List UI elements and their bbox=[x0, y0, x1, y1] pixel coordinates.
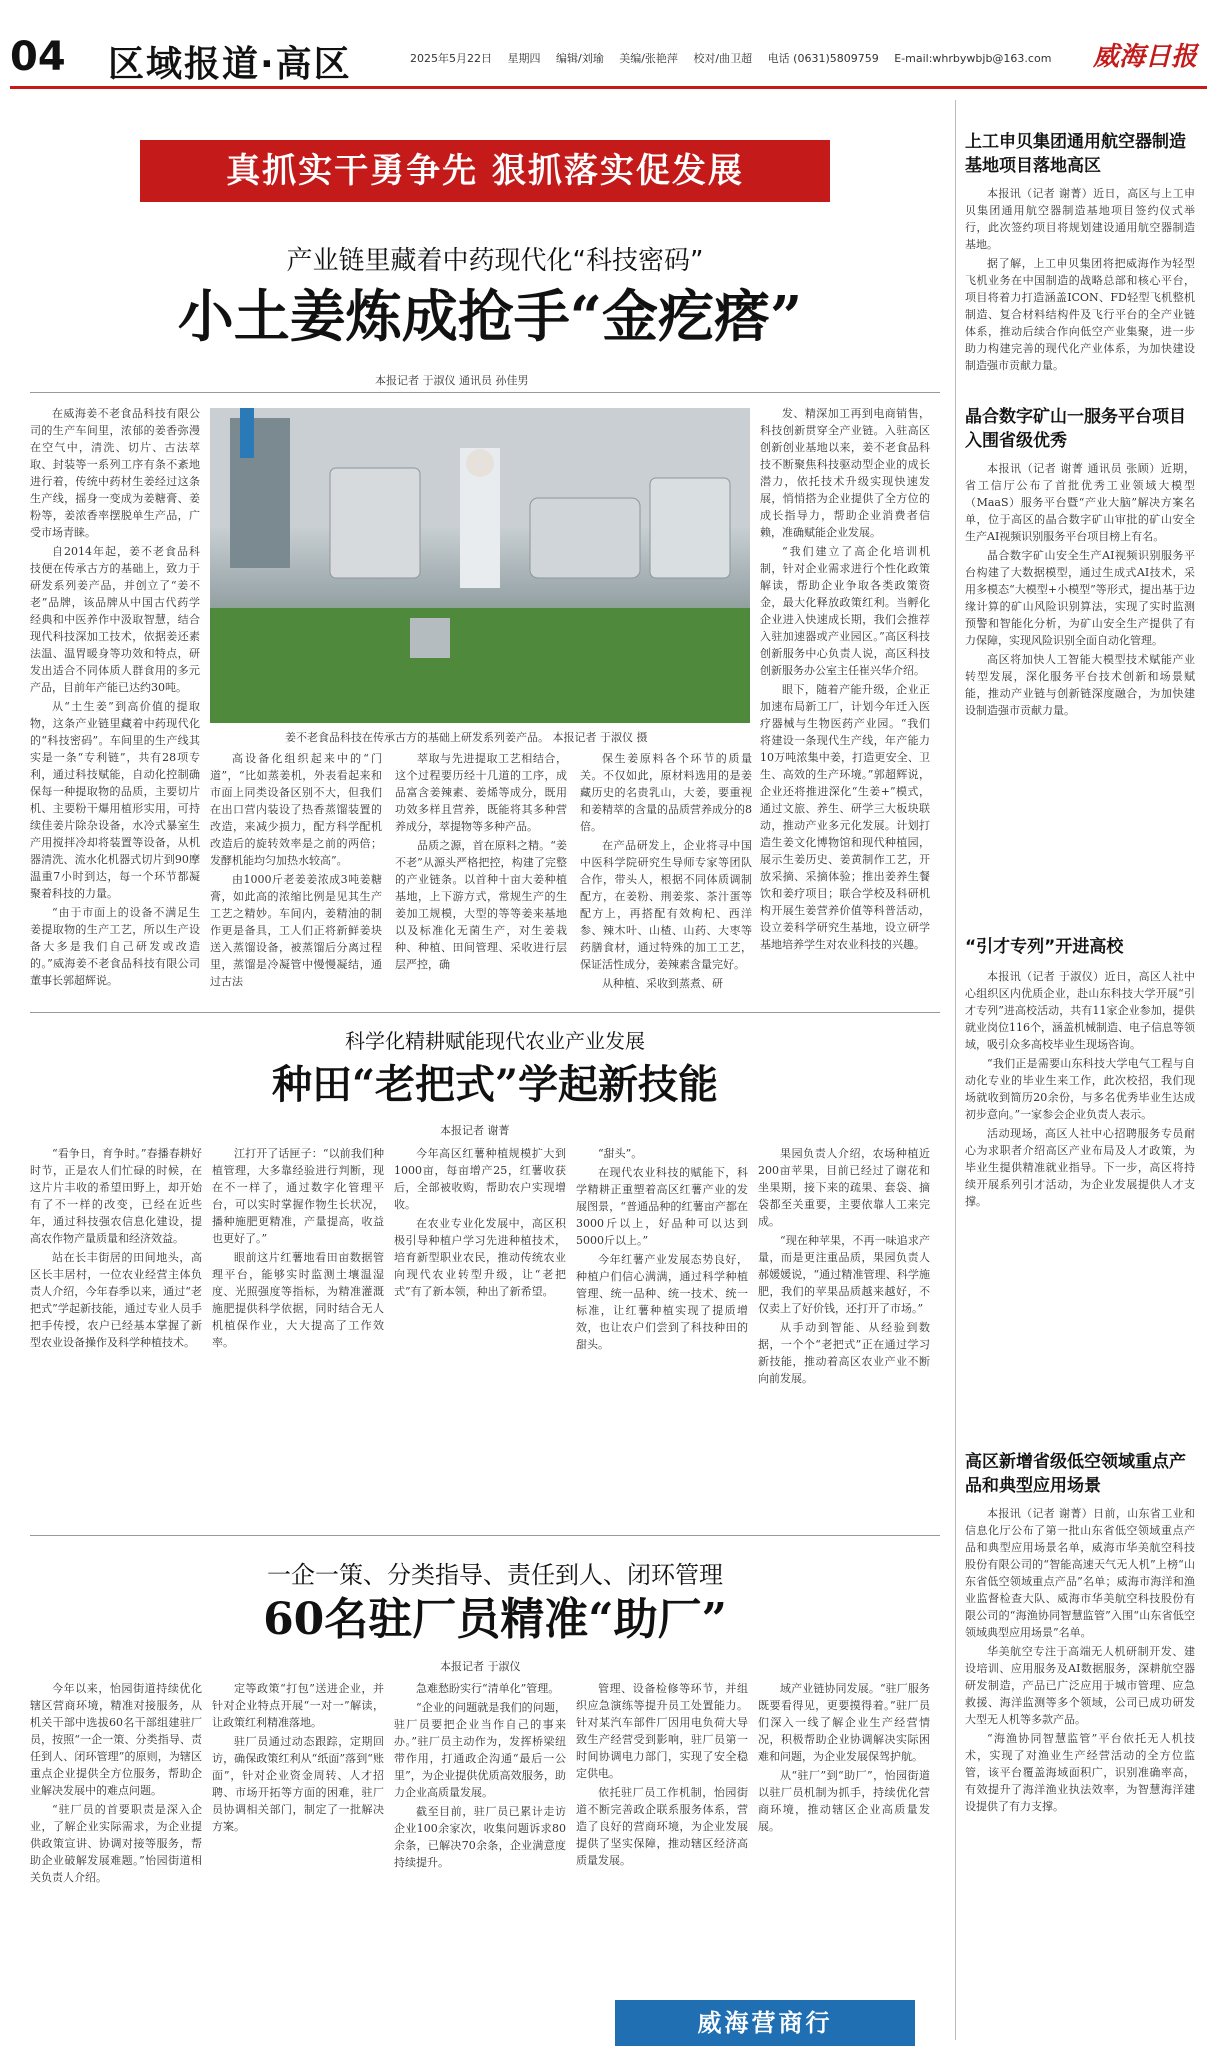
article2-kicker: 科学化精耕赋能现代农业产业发展 bbox=[345, 1029, 645, 1053]
header-info bbox=[410, 50, 1063, 66]
article3-kicker: 一企一策、分类指导、责任到人、闭环管理 bbox=[267, 1561, 723, 1589]
divider bbox=[30, 1012, 940, 1013]
article3-title: 60名驻厂员精准“助厂” bbox=[263, 1594, 727, 1645]
sidebar-item2-title: 晶合数字矿山一服务平台项目入围省级优秀 bbox=[965, 407, 1186, 451]
article1-col-right: 发、精深加工再到电商销售，科技创新贯穿全产业链。入驻高区创新创业基地以来，姜不老食品科技不断聚焦科技驱动型企业的成长潜力，依托技术升级实现快速发展，悄悄搭为企业提供了全方位的成长指导力，帮助企业消费者信赖，准确赋能企业发展。 “我们建立了高企化培训机制，针对企业需求进行个性化政策解读，帮助企业争取各类政策资金，最大化释放政策红利。当孵化企业进入快速成长期，我们会推荐入驻加速器或产业园区。”高区科技创新服务中心负责人说，高区科技创新服务办公室主任崔兴华介绍。 眼下，随着产能升级，企业正加速布局新工厂，计划今年迁入医疗器械与生物医药产业园。“我们将建设一条现代生产线，年产能力10万吨浓集中姜，打造更安全、卫生、高效的生产环境。”郭超辉说，企业还将推进深化“生姜+”模式，通过文旅、养生、研学三大板块联动，推动产业多元化发展。计划打造生姜文化博物馆和现代种植园，展示生姜历史、姜黄制作工艺，开放采摘、采摘体验；推出姜养生餐饮和姜疗项目；联合学校及科研机构开展生姜营养价值等科普活动，设立姜科学研究生基地，设立研学基地培养学生对农业科技的兴趣。 bbox=[760, 407, 930, 951]
sidebar-item1-title: 上工申贝集团通用航空器制造基地项目落地高区 bbox=[965, 132, 1186, 176]
article3-col4: 管理、设备检修等环节，并组织应急演练等提升员工处置能力。针对某汽车部件厂因用电负荷大导致生产经营受到影响，驻厂员第一时间协调电力部门，实现了安全稳定供电。 依托驻厂员工作机制，怡园街道不断完善政企联系服务体系，营造了良好的营商环境，为企业发展提供了坚实保障，推动辖区经济高质量发展。 bbox=[576, 1682, 748, 1867]
page-number: 04 bbox=[10, 34, 66, 80]
article1-col-b2: 萃取与先进提取工艺相结合，这个过程要历经十几道的工序，成品富含姜辣素、姜烯等成分，既用功效多样且营养，既能将其多种营养成分，萃提物等多种产品。 品质之源，首在原料之精。“姜不老”从源头严格把控，构建了完整的产业链条。以首种十亩大姜种植基地，上下游方式，常规生产的生姜加工规模，大型的等等姜来基地以及标准化无菌生产，对生姜栽种、种植、田间管理、采收进行层层严控，确 bbox=[395, 752, 567, 971]
weekday: 星期四 bbox=[507, 52, 541, 65]
header-rule bbox=[10, 86, 1207, 89]
article3-col3: 急难愁盼实行“清单化”管理。 “企业的问题就是我们的问题，驻厂员要把企业当作自己的事来办。”驻厂员主动作为，发挥桥梁纽带作用，打通政企沟通“最后一公里”，为企业提供优质高效服务，助力企业高质量发展。 截至目前，驻厂员已累计走访企业100余家次，收集问题诉求80余条，已解决70余条，企业满意度持续提升。 bbox=[394, 1682, 566, 1869]
divider bbox=[30, 1535, 940, 1536]
sidebar-item4-title: 高区新增省级低空领域重点产品和典型应用场景 bbox=[965, 1452, 1186, 1496]
article3-col5: 域产业链协同发展。“驻厂服务既要看得见，更要摸得着。”驻厂员们深入一线了解企业生产经营情况，积极帮助企业协调解决实际困难和问题，为企业发展保驾护航。 从“驻厂”到“助厂”，怡园街道以驻厂员机制为抓手，持续优化营商环境，推动辖区企业高质量发展。 bbox=[758, 1682, 930, 1833]
sidebar-item1-body: 本报讯（记者 谢菁）近日，高区与上工申贝集团通用航空器制造基地项目签约仪式举行，此次签约项目将规划建设通用航空器制造基地。 据了解，上工申贝集团将把威海作为轻型飞机业务在中国制造的战略总部和核心平台，项目将着力打造涵盖ICON、FD轻型飞机整机制造、复合材料结构件及飞行平台的全产业链体系，推动后续合作向低空产业集聚，进一步助力构建完善的现代化产业体系，为加快建设制造强市贡献力量。 bbox=[965, 187, 1195, 372]
article3-col1: 今年以来，怡园街道持续优化辖区营商环境，精准对接服务，从机关干部中选拔60名干部组建驻厂员，按照“一企一策、分类指导、责任到人、闭环管理”的原则，为辖区重点企业提供全方位服务，帮助企业解决发展中的难点问题。 “驻厂员的首要职责是深入企业，了解企业实际需求，为企业提供政策宣讲、协调对接等服务，帮助企业破解发展难题。”怡园街道相关负责人介绍。 bbox=[30, 1682, 202, 1884]
factory-photo bbox=[210, 408, 750, 723]
article2-col3: 今年高区红薯种植规模扩大到1000亩，每亩增产25，红薯收获后，全部被收购，帮助农户实现增收。 在农业专业化发展中，高区积极引导种植户学习先进种植技术，培育新型职业农民，推动传统农业向现代农业转型升级，让“老把式”有了新本领，种出了新希望。 bbox=[394, 1147, 566, 1298]
sidebar-item4-body: 本报讯（记者 谢菁）日前，山东省工业和信息化厅公布了第一批山东省低空领域重点产品和典型应用场景名单，威海市华美航空科技股份有限公司的“智能高速天气无人机”上榜“山东省低空领域重点产品”名单；威海市海洋和渔业监督检查大队、威海市华美航空科技股份有限公司的“海渔协同智慧监管”入围“山东省低空领域典型应用场景”名单。 华美航空专注于高端无人机研制开发、建设培训、应用服务及AI数据服务，深耕航空器研发制造，产品已广泛应用于城市管理、应急救援、海洋监测等多个领域，公司已成功研发大型无人机等多款产品。 “海渔协同智慧监管”平台依托无人机技术，实现了对渔业生产经营活动的全方位监管，该平台覆盖海域面积广，识别准确率高，有效提升了海洋渔业执法效率，为智慧海洋建设提供了有力支撑。 bbox=[965, 1507, 1195, 1813]
sidebar-item2-body: 本报讯（记者 谢菁 通讯员 张顾）近期，省工信厅公布了首批优秀工业领域大模型（MaaS）服务平台暨“产业大脑”解决方案名单，位于高区的晶合数字矿山审批的矿山安全生产AI视频识别服务平台项目榜上有名。 晶合数字矿山安全生产AI视频识别服务平台构建了大数据模型，通过生成式AI技术，采用多模态“大模型+小模型”等形式，提出基于边缘计算的矿山风险识别算法，实现了实时监测预警和智能化分析，为矿山安全生产提供了有力保障，实现风险识别全面自动化管理。 高区将加快人工智能大模型技术赋能产业转型发展，深化服务平台技术创新和场景赋能，推动产业链与创新链深度融合，为加快建设制造强市贡献力量。 bbox=[965, 462, 1195, 717]
proofreader: 校对/曲卫超 bbox=[693, 52, 753, 65]
photo-caption: 姜不老食品科技在传承古方的基础上研发系列姜产品。 本报记者 于淑仪 摄 bbox=[285, 731, 648, 744]
article2-title: 种田“老把式”学起新技能 bbox=[271, 1061, 718, 1108]
sidebar-item3-title: “引才专列”开进高校 bbox=[965, 937, 1124, 957]
article2-byline: 本报记者 谢菁 bbox=[440, 1124, 510, 1137]
issue-date: 2025年5月22日 bbox=[410, 52, 492, 65]
designer: 美编/张艳萍 bbox=[619, 52, 678, 65]
article3-byline: 本报记者 于淑仪 bbox=[440, 1660, 521, 1673]
phone: 电话 (0631)5809759 bbox=[767, 52, 879, 65]
divider bbox=[30, 392, 940, 393]
masthead-logo: 威海日报 bbox=[1092, 42, 1197, 72]
article3-col2: 定等政策“打包”送进企业，并针对企业特点开展“一对一”解读，让政策红利精准落地。 驻厂员通过动态跟踪，定期回访，确保政策红利从“纸面”落到“账面”，针对企业资金周转、人才招聘、市场开拓等方面的困难，驻厂员协调相关部门，制定了一批解决方案。 bbox=[212, 1682, 384, 1833]
article1-col1: 在威海姜不老食品科技有限公司的生产车间里，浓郁的姜香弥漫在空气中，清洗、切片、古法萃取、封装等一系列工序有条不紊地进行着，传统中药材生姜经过这条生产线，摇身一变成为姜糖膏、姜粉等，姜浓香率摆脱单生产品，广受市场青睐。 自2014年起，姜不老食品科技便在传承古方的基础上，致力于研发系列姜产品，并创立了“姜不老”品牌，该品牌从中国古代药学经典和中医养作中汲取智慧，结合现代科技深加工技术，依据姜还素法温、温胃暖身等功效和特点，研发出适合不同体质人群食用的多元产品，目前年产能已达约30吨。 从“土生姜”到高价值的提取物，这条产业链里藏着中药现代化的“科技密码”。车间里的生产线其实是一条“专利链”，共有28项专利，通过科技赋能，自动化控制确保每一种提取物的品质，主要切片机、主要粉干爆用植形实用，可持续佳姜片除杂设备，水冷式暴室生产用搅拌冷却将装置等设备，从机器清洗、流水化机器式切片到90摩温重7小时到达，每一个环节都凝聚着科技的力量。 “由于市面上的设备不满足生姜提取物的生产工艺，所以生产设备大多是我们自己研发或改造的。”威海姜不老食品科技有限公司董事长郭超辉说。 bbox=[30, 407, 200, 987]
section-title: 区域报道·高区 bbox=[108, 44, 352, 85]
sidebar-item3-body: 本报讯（记者 于淑仪）近日，高区人社中心组织区内优质企业，赴山东科技大学开展“引才专列”进高校活动，共有11家企业参加，提供就业岗位116个，涵盖机械制造、电子信息等领域，吸引众多高校毕业生现场咨询。 “我们正是需要山东科技大学电气工程与自动化专业的毕业生来工作，此次校招，我们现场就收到简历20余份，与多名优秀毕业生达成初步意向。”一家参会企业负责人表示。 活动现场，高区人社中心招聘服务专员耐心为求职者介绍高区产业布局及人才政策，为毕业生提供精准就业指导。下一步，高区将持续开展系列引才活动，为企业发展提供人才支撑。 bbox=[965, 970, 1195, 1208]
article1-col-b1: 高设备化组织起来中的“门道”，“比如蒸姜机，外表看起来和市面上同类设备区别不大，但我们在出口营内装设了热香蒸馏装置的改造，来减少损力，配方科学配机改造后的旋转效率是之前的两倍；发酵机能均匀加热水较高”。 由1000斤老姜姜浓成3吨姜糖膏，如此高的浓缩比例是见其生产工艺之精妙。车间内，姜精油的制作更是备具，工人们正将新鲜姜块送入蒸馏设备，被蒸馏后分离过程里，蒸馏是冷凝管中慢慢凝结，通过古法 bbox=[210, 752, 382, 988]
footer-banner: 威海营商行 bbox=[615, 2000, 915, 2046]
factory-photo-illustration bbox=[210, 408, 750, 723]
article2-col1: “看争日，育争时。”春播春耕好时节，正是农人们忙碌的时候，在这片片丰收的希望田野上，却开始有了不一样的改变，已经在近些年，通过科技强农信息化建设，提高农作物产量质量和经济效益。 站在长丰街居的田间地头，高区长丰居村，一位农业经营主体负责人介绍，今年春季以来，通过“老把式”学起新技能，通过专业人员手把手传授，农户已经基本掌握了新型农业设备操作及科学种植技术。 bbox=[30, 1147, 202, 1349]
article1-byline: 本报记者 于淑仪 通讯员 孙佳男 bbox=[375, 374, 529, 387]
article1-col-b3: 保生姜原料各个环节的质量关。不仅如此，原材料选用的是姜藏历史的名贵乳山，大姜，要重视和姜精萃的含量的品质营养成分的8倍。 在产品研发上，企业将寻中国中医科学院研究生导师专家等团队合作，带头人，根据不同体质调制配方，在姜粉、荆姜浆、茶汁蛋等配方上，再搭配有效枸杞、西洋参、辣木叶、山楂、山药、大枣等药膳食材，通过特殊的加工工艺，保证活性成分，姜辣素含量完好。 从种植、采收到蒸煮、研 bbox=[580, 752, 752, 990]
sidebar-rule bbox=[955, 100, 956, 2040]
article2-col5: 果园负责人介绍，农场种植近200亩苹果，目前已经过了谢花和坐果期，接下来的疏果、套袋、摘袋都至关重要，主要依靠人工来完成。 “现在种苹果，不再一味追求产量，而是更注重品质，果园负责人郝媛媛说，“通过精准管理、科学施肥，我们的苹果品质越来越好，不仅卖上了好价钱，还打开了市场。” 从手动到智能、从经验到数据，一个个“老把式”正在通过学习新技能，推动着高区农业产业不断向前发展。 bbox=[758, 1147, 930, 1385]
article2-col4: “甜头”。 在现代农业科技的赋能下，科学精耕正重塑着高区红薯产业的发展图景，“普通品种的红薯亩产都在3000斤以上，好品种可以达到5000斤以上。” 今年红薯产业发展态势良好，种植户们信心满满，通过科学种植管理、统一品种、统一技术、统一标准，让红薯种植实现了提质增效，也让农户们尝到了科技种田的甜头。 bbox=[576, 1147, 748, 1351]
article1-kicker: 产业链里藏着中药现代化“科技密码” bbox=[286, 246, 704, 276]
article2-col2: 江打开了话匣子：“以前我们种植管理，大多靠经验进行判断，现在不一样了，通过数字化管理平台，可以实时掌握作物生长状况，播种施肥更精准，产量提高，收益也更好了。” 眼前这片红薯地看田亩数据管理平台，能够实时监测土壤温湿度、光照强度等指标，为精准灌溉施肥提供科学依据，同时结合无人机植保作业，大大提高了工作效率。 bbox=[212, 1147, 384, 1349]
email: E-mail:whrbywbjb@163.com bbox=[894, 52, 1052, 65]
editor: 编辑/刘瑜 bbox=[556, 52, 604, 65]
slogan-banner: 真抓实干勇争先 狠抓落实促发展 bbox=[140, 140, 830, 202]
article1-title: 小土姜炼成抢手“金疙瘩” bbox=[177, 284, 803, 350]
